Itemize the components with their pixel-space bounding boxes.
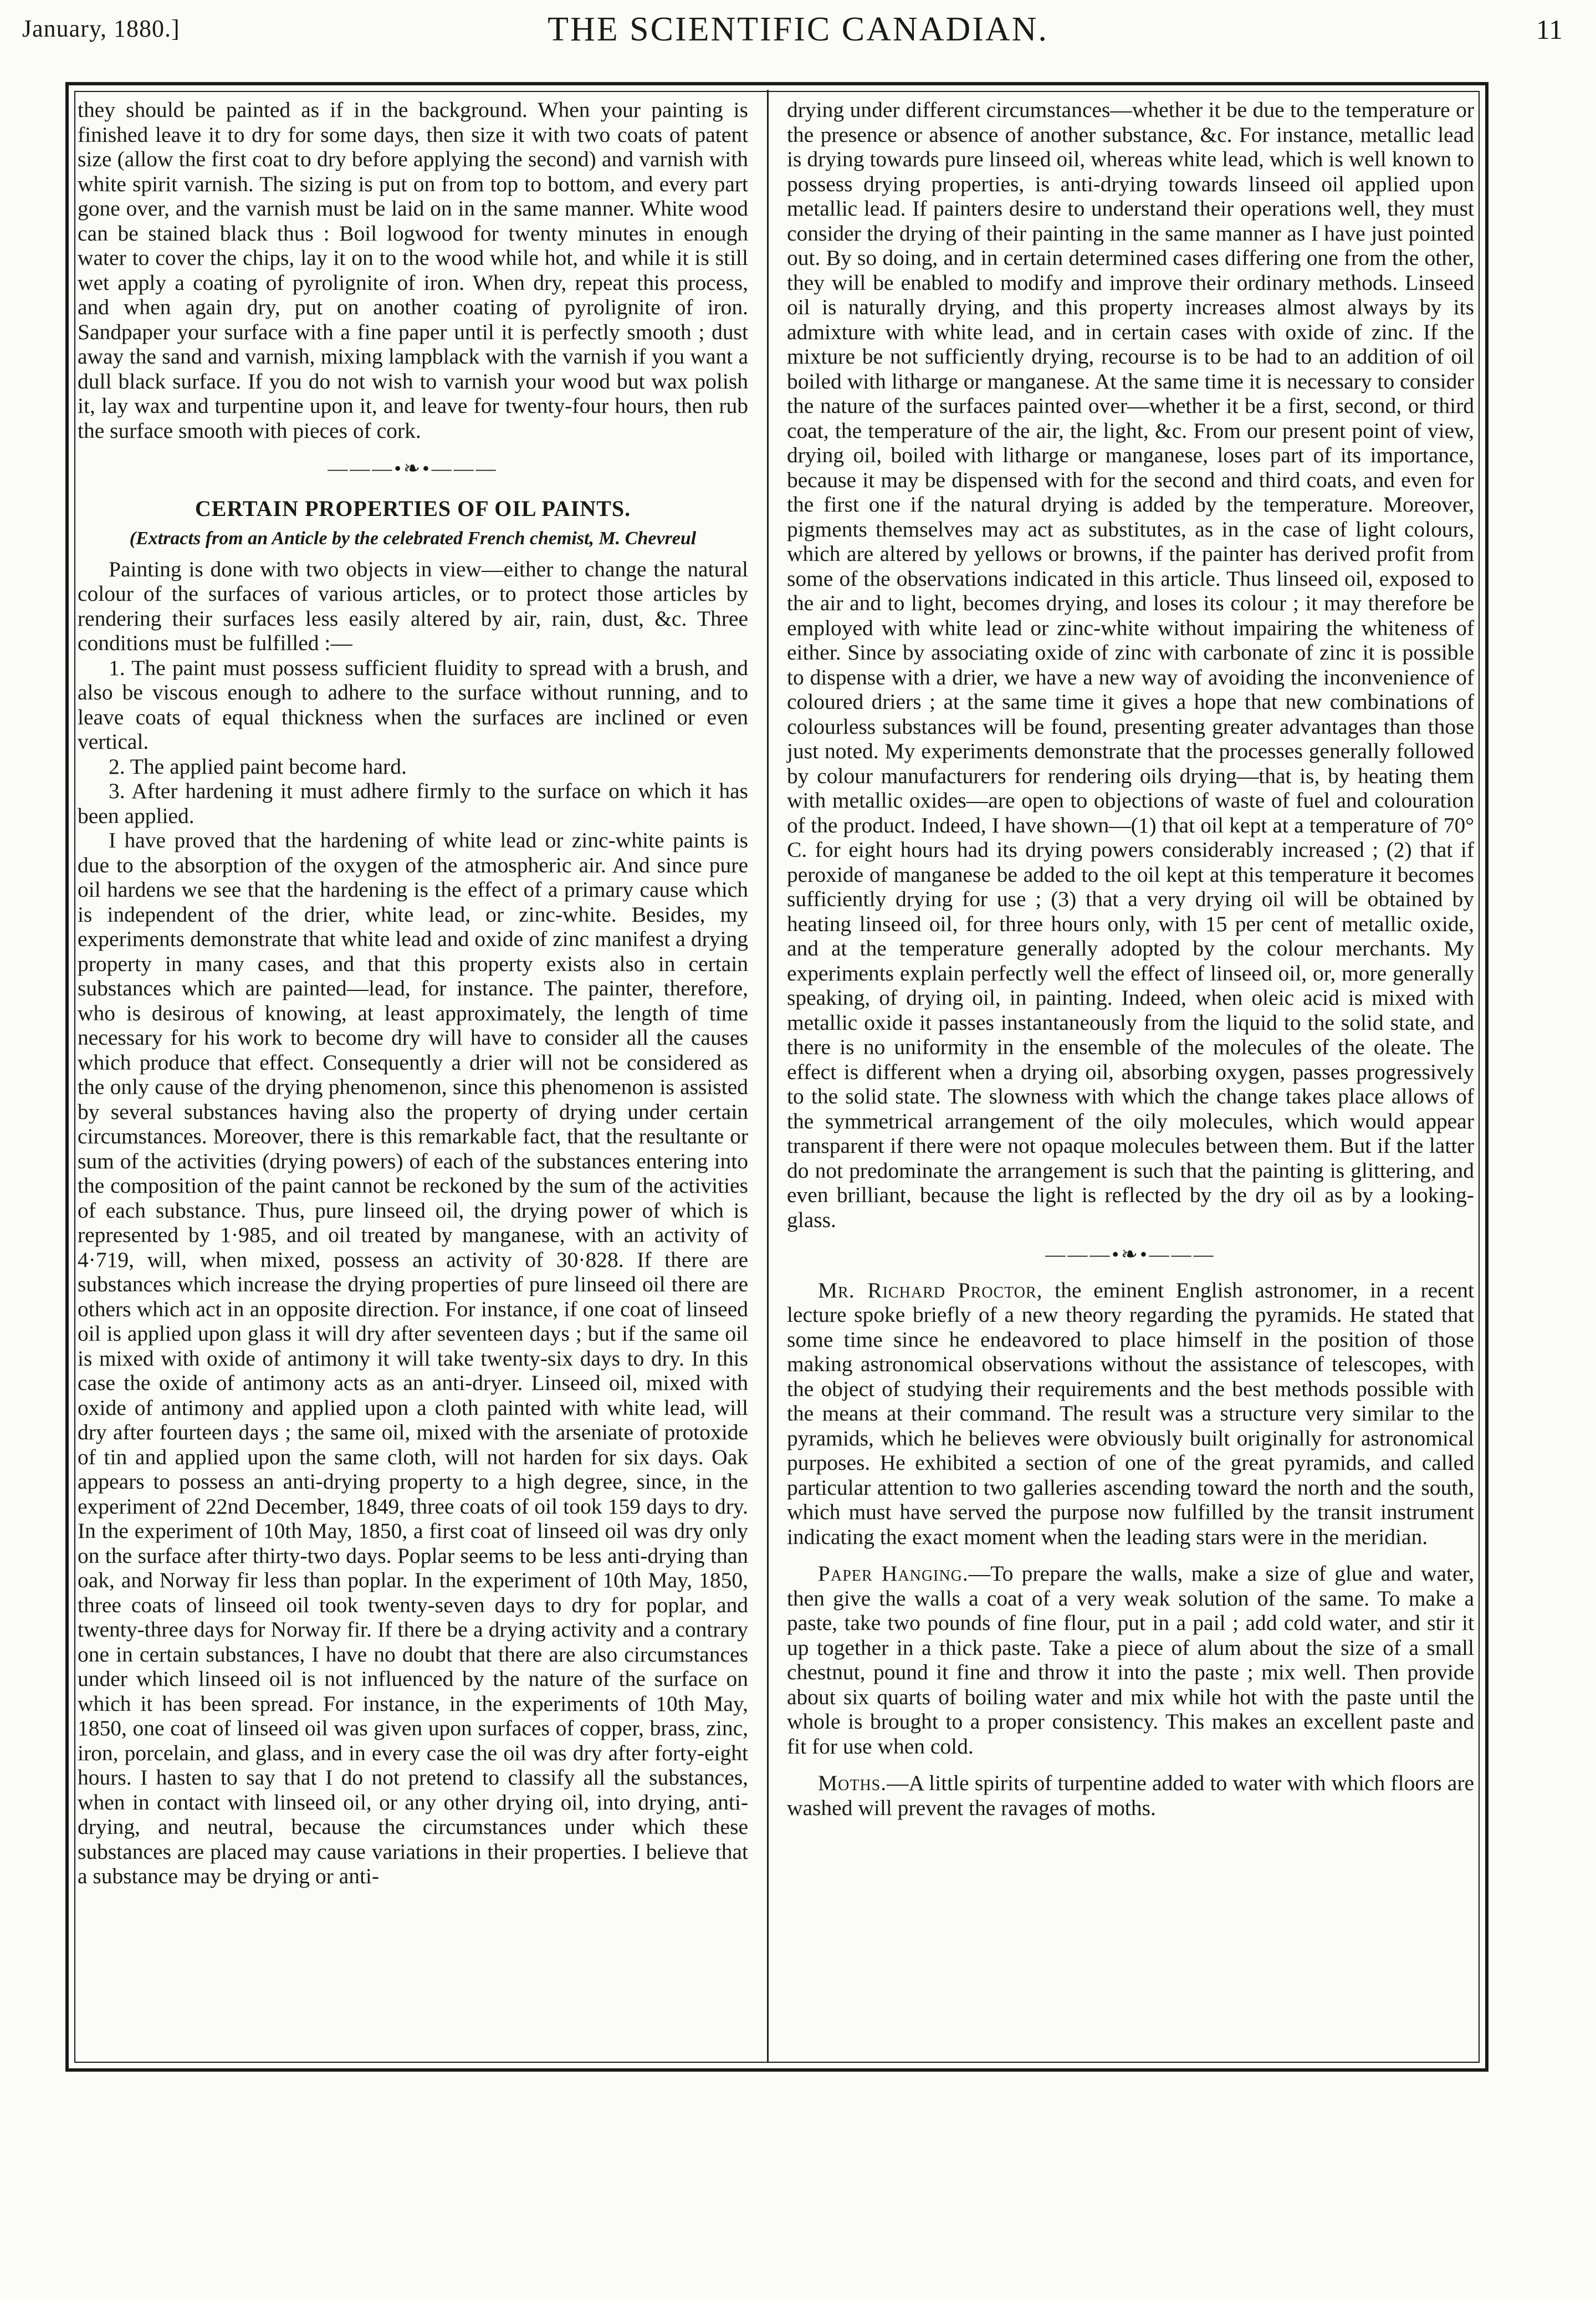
page-header <box>22 10 1574 71</box>
moths-lead: Moths. <box>818 1771 887 1795</box>
proctor-lead: Mr. Richard Proctor, <box>818 1277 1043 1302</box>
moths-text: —A little spirits of turpentine added to water with which floors are washed will prevent the ravages of moths. <box>787 1771 1474 1820</box>
list-item: 3. After hardening it must adhere firmly to the surface on which it has been applied. <box>78 779 748 828</box>
article-subheading: (Extracts from an Anticle by the celebrated French chemist, M. Chevreul <box>129 528 697 549</box>
proctor-paragraph <box>787 1278 1474 1550</box>
section-ornament: ———•❧•——— <box>1045 1243 1216 1265</box>
column-divider <box>767 90 769 2063</box>
list-item: 2. The applied paint become hard. <box>109 754 407 779</box>
proctor-text: the eminent English astronomer, in a recent lecture spoke briefly of a new theory regarding the pyramids. He stated that some time since he endeavored to place himself in the position of those making astronomical observations without the assistance of telescopes, with the object of studying their requirements and the best methods possible with the means at their command. The result was a structure very similar to the pyramids, which he believes were obviously built originally for astronomical purposes. He exhibited a section of one of the great pyramids, and called particular attention to two galleries ascending toward the north and the south, which must have served the purpose now fulfilled by the transit instrument indicating the exact moment when the leading stars were in the meridian. <box>787 1277 1474 1549</box>
paragraph-gap <box>787 1549 1474 1561</box>
paper-hanging-lead: Paper Hanging. <box>818 1561 969 1586</box>
paragraph-gap <box>787 1759 1474 1771</box>
publication-title: THE SCIENTIFIC CANADIAN. <box>548 11 1048 48</box>
issue-date: January, 1880.] <box>22 15 180 42</box>
paper-hanging-paragraph <box>787 1561 1474 1759</box>
article-heading: CERTAIN PROPERTIES OF OIL PAINTS. <box>195 495 631 521</box>
article-paragraph: I have proved that the hardening of white lead or zinc-white paints is due to the absorption of the oxygen of the atmospheric air. And since pure oil hardens we see that the hardening is the effect of a primary cause which is independent of the drier, white lead, or zinc-white. Besides, my experiments demonstrate that white lead and oxide of zinc manifest a drying property in many cases, and that this property exists also in certain substances which are painted—lead, for instance. The painter, therefore, who is desirous of knowing, at least approximately, the length of time necessary for his work to become dry will have to consider all the causes which produce that effect. Consequently a drier will not be considered as the only cause of the drying phenomenon, since this phenomenon is assisted by several substances having also the property of drying under certain circumstances. Moreover, there is this remarkable fact, that the resultante or sum of the activities (drying powers) of each of the substances entering into the composition of the paint cannot be reckoned by the sum of the activities of each substance. Thus, pure linseed oil, the drying power of which is represented by 1·985, and oil treated by manganese, with an activity of 4·719, will, when mixed, possess an activity of 30·828. If there are substances which increase the drying properties of pure linseed oil there are others which act in an opposite direction. For instance, if one coat of linseed oil is applied upon glass it will dry after seventeen days ; but if the same oil is mixed with oxide of antimony it will take twenty-six days to dry. In this case the oxide of antimony acts as an anti-dryer. Linseed oil, mixed with oxide of antimony and applied upon a cloth painted with white lead, will dry after fourteen days ; the same oil, mixed with the arseniate of protoxide of tin and applied upon the same cloth, will not harden for six days. Oak appears to possess an anti-drying property to a high degree, since, in the experiment of 22nd December, 1849, three coats of oil took 159 days to dry. In the experiment of 10th May, 1850, a first coat of linseed oil was dry only on the surface after thirty-two days. Poplar seems to be less anti-drying than oak, and Norway fir less than poplar. In the experiment of 10th May, 1850, three coats of linseed oil took twenty-seven days to dry for poplar, and twenty-three days for Norway fir. If there be a drying activity and a contrary one in certain substances, I have no doubt that there are also circumstances under which linseed oil is not influenced by the nature of the surface on which it has been spread. For instance, in the experiments of 10th May, 1850, one coat of linseed oil was given upon surfaces of copper, brass, zinc, iron, porcelain, and glass, and in every case the oil was dry after forty-eight hours. I hasten to say that I do not pretend to classify all the substances, when in contact with linseed oil, or any other drying oil, into drying, anti-drying, and neutral, because the circumstances under which these substances are placed may cause variations in their properties. I believe that a substance may be drying or anti- <box>78 828 748 1888</box>
continued-paragraph: they should be painted as if in the background. When your painting is finished leave it to dry for some days, then size it with two coats of patent size (allow the first coat to dry before applying the second) and varnish with white spirit varnish. The sizing is put on from top to bottom, and every part gone over, and the varnish must be laid on in the same manner. White wood can be stained black thus : Boil logwood for twenty minutes in enough water to cover the chips, lay it on to the wood while hot, and while it is still wet apply a coating of pyrolignite of iron. When dry, repeat this process, and when again dry, put on another coating of pyrolignite of iron. Sandpaper your surface with a fine paper until it is perfectly smooth ; dust away the sand and varnish, mixing lampblack with the varnish if you want a dull black surface. If you do not wish to varnish your wood but wax polish it, lay wax and turpentine upon it, and leave for twenty-four hours, then rub the surface smooth with pieces of cork. <box>78 98 748 443</box>
moths-paragraph <box>787 1771 1474 1820</box>
page-number: 11 <box>1536 14 1563 45</box>
conditions-list <box>78 656 748 829</box>
continued-paragraph: drying under different circumstances—whether it be due to the temperature or the presence or absence of another substance, &c. For instance, metallic lead is drying towards pure linseed oil, whereas white lead, which is well known to possess drying properties, is anti-drying towards linseed oil applied upon metallic lead. If painters desire to understand their operations well, they must consider the drying of their painting in the same manner as I have just pointed out. By so doing, and in certain determined cases differing one from the other, they will be enabled to modify and improve their ordinary methods. Linseed oil is naturally drying, and this property increases almost always by its admixture with white lead, and in certain cases with oxide of zinc. If the mixture be not sufficiently drying, recourse is to be had to an addition of oil boiled with litharge or manganese. At the same time it is necessary to consider the nature of the surfaces painted over—whether it be a first, second, or third coat, the temperature of the air, the light, &c. From our present point of view, drying oil, boiled with litharge or manganese, loses part of its importance, because it may be dispensed with for the second and third coats, and even for the first one if the natural drying is added by the temperature. Moreover, pigments themselves may act as substitutes, as in the case of light colours, which are altered by yellows or browns, if the painter has derived profit from some of the observations indicated in this article. Thus linseed oil, exposed to the air and to light, becomes drying, and loses its colour ; it may therefore be employed with white lead or zinc-white without impairing the whiteness of either. Since by associating oxide of zinc with carbonate of zinc it is possible to dispense with a drier, we have a new way of avoiding the inconvenience of coloured driers ; at the same time it gives a hope that new combinations of colourless substances will be found, presenting greater advantages than those just noted. My experiments demonstrate that the processes generally followed by colour manufacturers for rendering oils drying—that is, by heating them with metallic oxides—are open to objections of waste of fuel and colouration of the product. Indeed, I have shown—(1) that oil kept at a temperature of 70° C. for eight hours had its drying powers considerably increased ; (2) that if peroxide of manganese be added to the oil kept at this temperature it becomes sufficiently drying for use ; (3) that a very drying oil will be obtained by heating linseed oil, for three hours only, with 15 per cent of metallic oxide, and at the temperature generally adopted by the colour merchants. My experiments explain perfectly well the effect of linseed oil, or, more generally speaking, of drying oil, in painting. Indeed, when oleic acid is mixed with metallic oxide it passes instantaneously from the liquid to the solid state, and there is no uniformity in the ensemble of the molecules of the oleate. The effect is different when a drying oil, absorbing oxygen, passes progressively to the solid state. The slowness with which the change takes place allows of the symmetrical arrangement of the oily molecules, which would appear transparent if there were not opaque molecules between them. But if the latter do not predominate the arrangement is such that the painting is glittering, and even brilliant, because the light is reflected by the dry oil as by a looking-glass. <box>787 98 1474 1232</box>
paper-hanging-text: —To prepare the walls, make a size of glue and water, then give the walls a coat of a very weak solution of the same. To make a paste, take two pounds of fine flour, put in a pail ; add cold water, and stir it up together in a thick paste. Take a piece of alum about the size of a small chestnut, pound it fine and throw it into the paste ; mix well. Then provide about six quarts of boiling water and mix while hot with the paste until the whole is brought to a proper consistency. This makes an excellent paste and fit for use when cold. <box>787 1561 1474 1759</box>
article-paragraph: Painting is done with two objects in view—either to change the natural colour of the surfaces of various articles, or to protect those articles by rendering their surfaces less easily altered by air, rain, dust, &c. Three conditions must be fulfilled :— <box>78 556 748 655</box>
list-item: 1. The paint must possess sufficient fluidity to spread with a brush, and also be viscous enough to adhere to the surface without running, and to leave coats of equal thickness when the surfaces are inclined or even vertical. <box>78 655 748 754</box>
right-column <box>787 98 1474 1820</box>
section-ornament: ———•❧•——— <box>328 457 498 479</box>
left-column <box>78 98 748 1889</box>
